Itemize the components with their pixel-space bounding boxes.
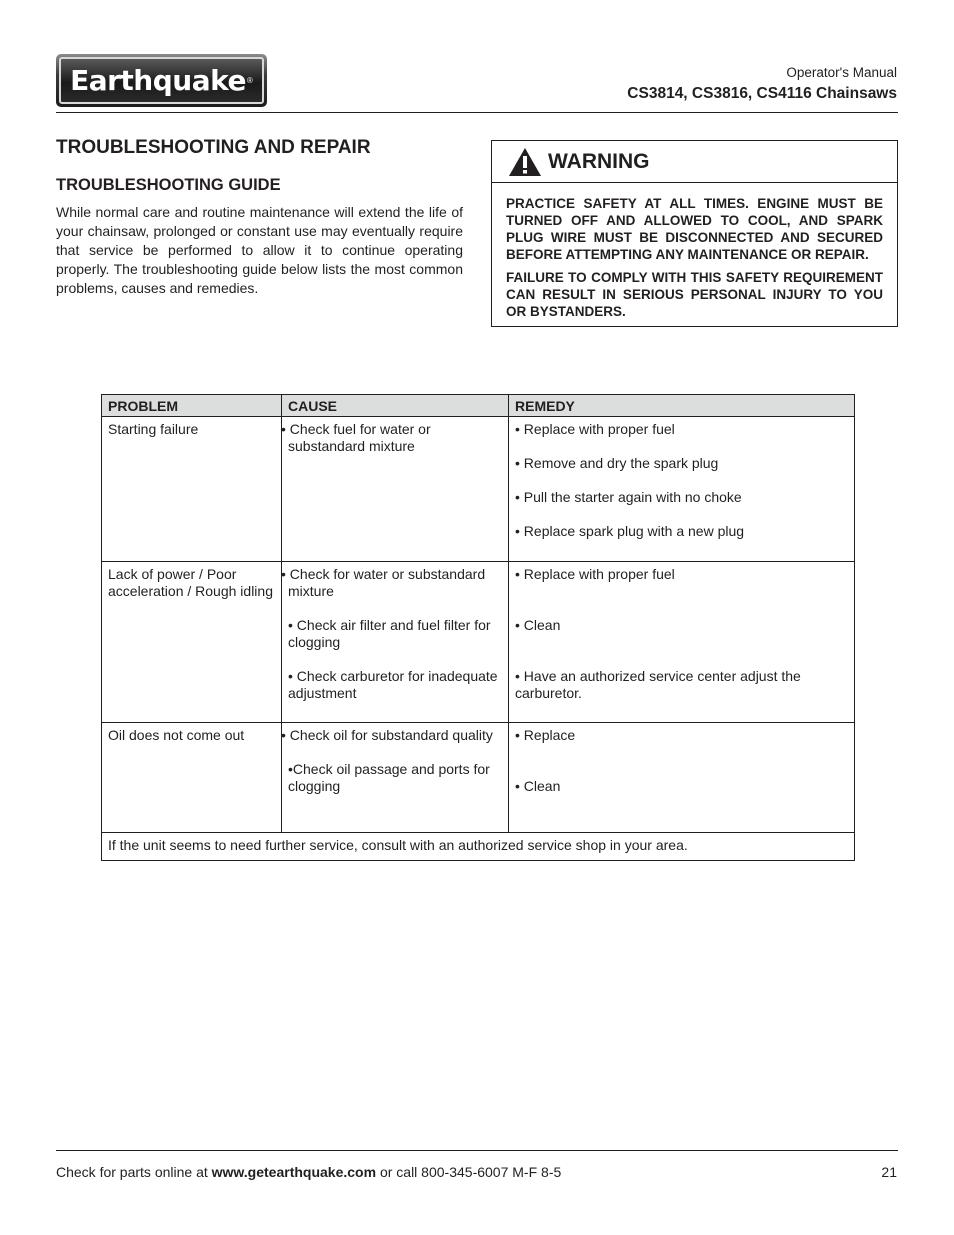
remedy-cell: • Replace with proper fuel • Clean • Have an authorized service center adjust the carburetor. <box>509 562 855 723</box>
column-header-cause: CAUSE <box>282 395 509 417</box>
page-number: 21 <box>881 1164 897 1180</box>
troubleshooting-table <box>101 394 855 861</box>
warning-triangle-icon <box>508 147 542 177</box>
subsection-title: TROUBLESHOOTING GUIDE <box>56 176 281 194</box>
column-header-remedy: REMEDY <box>509 395 855 417</box>
table-footer-row <box>102 833 855 861</box>
table-row <box>102 417 855 562</box>
cause-cell: • Check fuel for water or substandard mixture <box>282 417 509 562</box>
logo-badge <box>59 57 264 104</box>
remedy-cell: • Replace • Clean <box>509 723 855 833</box>
logo-text: Earthquake <box>70 64 246 97</box>
warning-box <box>491 140 898 327</box>
warning-body <box>492 183 897 320</box>
footer-text <box>56 1164 561 1180</box>
footer-prefix: Check for parts online at <box>56 1164 212 1180</box>
table-footer-note: If the unit seems to need further service, consult with an authorized service shop in your area. <box>102 833 855 861</box>
problem-cell: Oil does not come out <box>102 723 282 833</box>
footer-url-link[interactable]: www.getearthquake.com <box>211 1164 377 1180</box>
warning-paragraph: FAILURE TO COMPLY WITH THIS SAFETY REQUIREMENT CAN RESULT IN SERIOUS PERSONAL INJURY TO YOU OR BYSTANDERS. <box>506 270 883 319</box>
earthquake-logo <box>56 54 267 107</box>
section-title: TROUBLESHOOTING AND REPAIR <box>56 137 371 158</box>
warning-title: WARNING <box>548 149 650 173</box>
problem-cell: Lack of power / Poor acceleration / Rough idling <box>102 562 282 723</box>
header-divider <box>56 112 898 113</box>
warning-header <box>492 141 897 183</box>
footer-suffix: or call 800-345-6007 M-F 8-5 <box>376 1164 562 1180</box>
table-row <box>102 562 855 723</box>
remedy-cell: • Replace with proper fuel • Remove and dry the spark plug • Pull the starter again with no choke • Replace spark plug with a new plug <box>509 417 855 562</box>
manual-label: Operator's Manual <box>786 65 897 80</box>
intro-paragraph: While normal care and routine maintenance will extend the life of your chainsaw, prolonged or constant use may eventually require that service be performed to allow it to continue operating properly. The troubleshooting guide below lists the most common problems, causes and remedies. <box>56 204 463 296</box>
footer-divider <box>56 1150 898 1151</box>
logo-registered-mark: ® <box>246 76 253 85</box>
table-row <box>102 723 855 833</box>
warning-paragraph: PRACTICE SAFETY AT ALL TIMES. ENGINE MUST BE TURNED OFF AND ALLOWED TO COOL, AND SPARK PLUG WIRE MUST BE DISCONNECTED AND SECURED BEFORE ATTEMPTING ANY MAINTENANCE OR REPAIR. <box>506 196 883 262</box>
model-label: CS3814, CS3816, CS4116 Chainsaws <box>627 85 897 102</box>
problem-cell: Starting failure <box>102 417 282 562</box>
cause-cell: • Check for water or substandard mixture • Check air filter and fuel filter for clogging • Check carburetor for inadequate adjustment <box>282 562 509 723</box>
cause-cell: • Check oil for substandard quality •Check oil passage and ports for clogging <box>282 723 509 833</box>
column-header-problem: PROBLEM <box>102 395 282 417</box>
table-header-row <box>102 395 855 417</box>
